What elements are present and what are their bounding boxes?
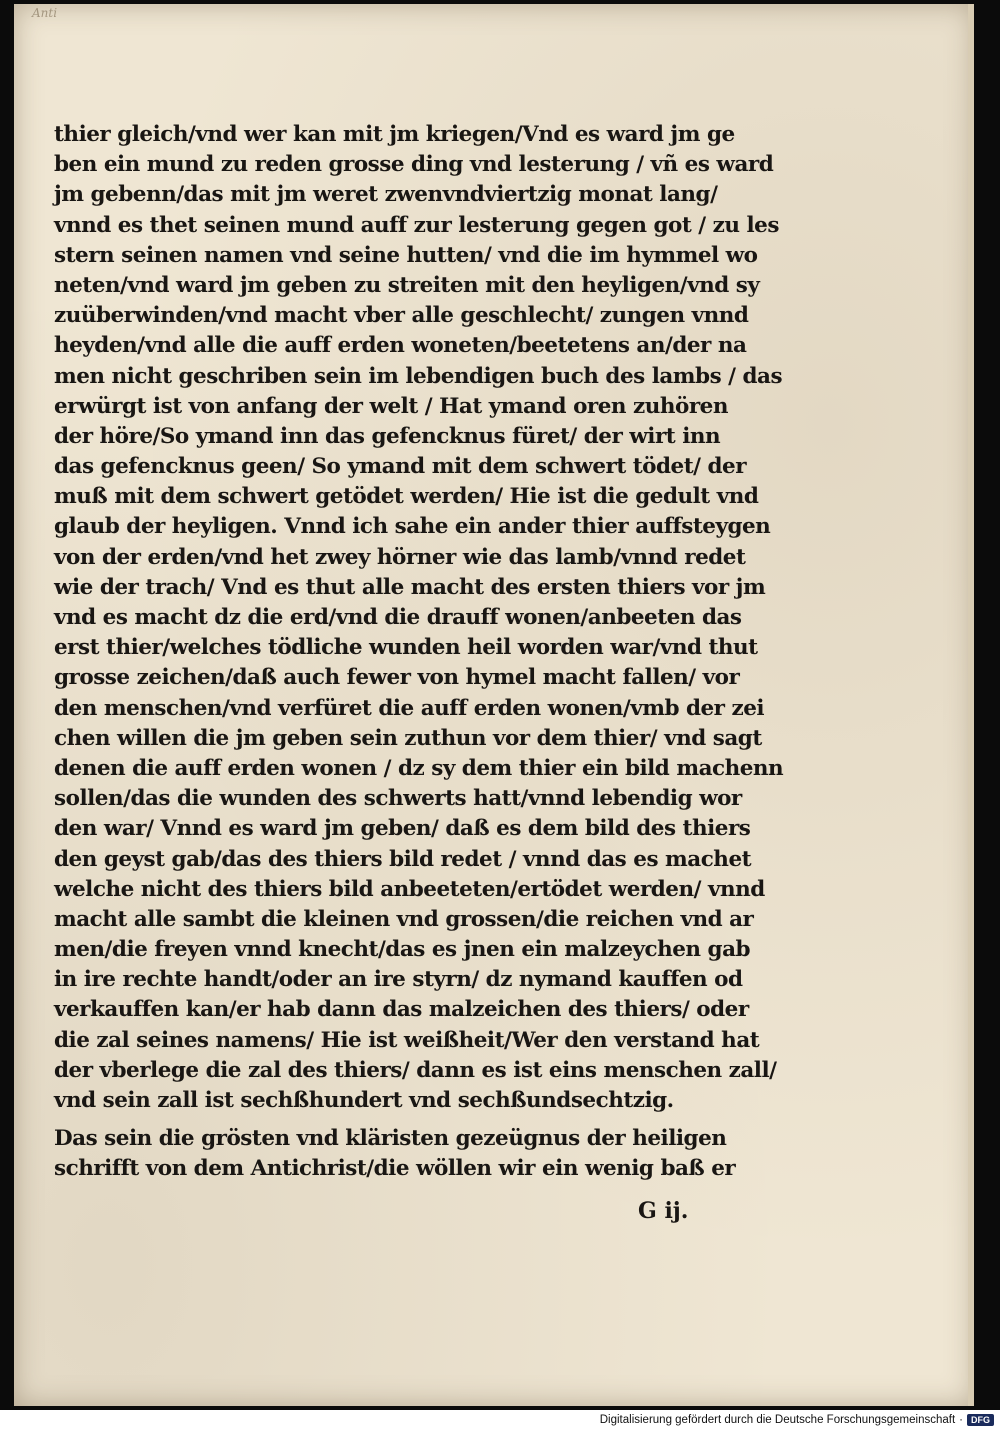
text-line: von der erden/vnd het zwey hörner wie das lamb/vnnd redet xyxy=(54,544,746,570)
text-line: chen willen die jm geben sein zuthun vor dem thier/ vnd sagt xyxy=(54,725,762,751)
text-block xyxy=(54,120,804,1185)
text-line: ben ein mund zu reden grosse ding vnd lesterung / vñ es ward xyxy=(54,152,774,178)
text-line: men/die freyen vnnd knecht/das es jnen ein malzeychen gab xyxy=(54,937,751,963)
text-line: wie der trach/ Vnd es thut alle macht des ersten thiers vor jm xyxy=(54,574,766,600)
text-line: grosse zeichen/daß auch fewer von hymel macht fallen/ vor xyxy=(54,665,740,691)
text-line: thier gleich/vnd wer kan mit jm kriegen/Vnd es ward jm ge xyxy=(54,122,735,147)
text-line: den geyst gab/das des thiers bild redet / vnnd das es machet xyxy=(54,846,752,872)
text-line: zuüberwinden/vnd macht vber alle geschlecht/ zungen vnnd xyxy=(54,303,749,329)
text-line: vnnd es thet seinen mund auff zur lesterung gegen got / zu les xyxy=(54,212,779,238)
text-line: den war/ Vnnd es ward jm geben/ daß es dem bild des thiers xyxy=(54,816,751,842)
text-line: verkauffen kan/er hab dann das malzeichen des thiers/ oder xyxy=(54,997,749,1023)
text-line: vnd sein zall ist sechßhundert vnd sechßundsechtzig. xyxy=(54,1088,674,1113)
text-line: macht alle sambt die kleinen vnd grossen/die reichen vnd ar xyxy=(54,906,754,932)
paragraph2-line: Das sein die grösten vnd kläristen gezeügnus der heiligen xyxy=(54,1126,727,1152)
signature-mark: G ij. xyxy=(638,1198,689,1224)
text-line: neten/vnd ward jm geben zu streiten mit den heyligen/vnd sy xyxy=(54,272,760,298)
text-line: den menschen/vnd verfüret die auff erden wonen/vmb der zei xyxy=(54,695,765,721)
text-line: der vberlege die zal des thiers/ dann es ist eins menschen zall/ xyxy=(54,1057,777,1083)
text-line: die zal seines namens/ Hie ist weißheit/Wer den verstand hat xyxy=(54,1027,760,1053)
paragraph2-line: schrifft von dem Antichrist/die wöllen wir ein wenig baß er xyxy=(54,1156,736,1182)
text-line: men nicht geschriben sein im lebendigen buch des lambs / das xyxy=(54,363,783,389)
text-line: muß mit dem schwert getödet werden/ Hie ist die gedult vnd xyxy=(54,484,759,510)
text-line: stern seinen namen vnd seine hutten/ vnd die im hymmel wo xyxy=(54,242,758,268)
text-line: vnd es macht dz die erd/vnd die drauff wonen/anbeeten das xyxy=(54,605,742,630)
page-corner-mark: Anti xyxy=(32,6,58,20)
text-line: heyden/vnd alle die auff erden woneten/beetetens an/der na xyxy=(54,333,747,359)
text-line: denen die auff erden wonen / dz sy dem thier ein bild machenn xyxy=(54,755,784,781)
text-line: welche nicht des thiers bild anbeeteten/ertödet werden/ vnnd xyxy=(54,876,765,902)
footer-credit: Digitalisierung gefördert durch die Deutsche Forschungsgemeinschaft xyxy=(599,1414,956,1426)
footer-credit-bar xyxy=(600,1414,994,1426)
text-line: erwürgt ist von anfang der welt / Hat ymand oren zuhören xyxy=(54,393,728,419)
page-edge xyxy=(968,4,974,1406)
text-line: das gefencknus geen/ So ymand mit dem schwert tödet/ der xyxy=(54,454,747,480)
text-line: der höre/So ymand inn das gefencknus füret/ der wirt inn xyxy=(54,423,721,449)
text-line: glaub der heyligen. Vnnd ich sahe ein ander thier auffsteygen xyxy=(54,514,771,540)
text-line: sollen/das die wunden des schwerts hatt/vnnd lebendig wor xyxy=(54,786,742,812)
dfg-logo-icon: DFG xyxy=(967,1414,994,1426)
book-page xyxy=(14,4,974,1406)
text-line: in ire rechte handt/oder an ire styrn/ dz nymand kauffen od xyxy=(54,967,743,993)
text-line: jm gebenn/das mit jm weret zwenvndviertzig monat lang/ xyxy=(54,182,718,208)
footer-separator: · xyxy=(959,1414,963,1426)
text-line: erst thier/welches tödliche wunden heil worden war/vnd thut xyxy=(54,635,758,661)
